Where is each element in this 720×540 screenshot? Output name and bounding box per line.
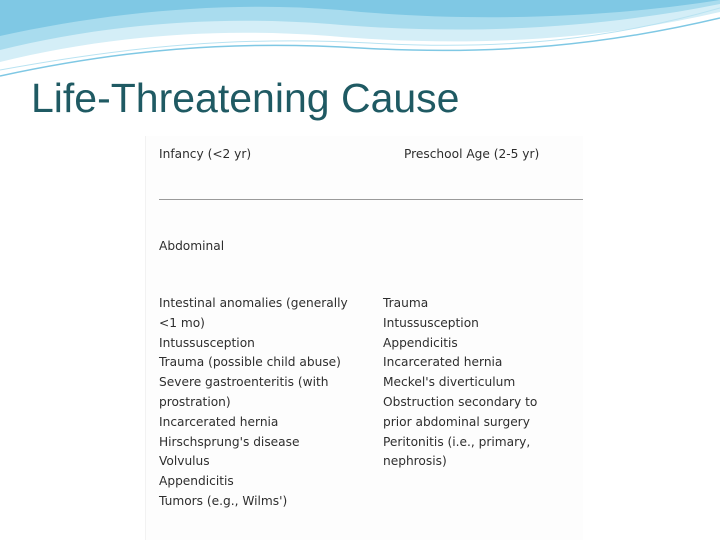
list-item: Intussusception xyxy=(159,335,255,350)
list-item: prior abdominal surgery xyxy=(383,414,530,429)
list-item: Severe gastroenteritis (with xyxy=(159,375,329,390)
column-header-infancy: Infancy (<2 yr) xyxy=(159,147,252,161)
slide-title: Life-Threatening Cause xyxy=(31,75,460,121)
list-item: Appendicitis xyxy=(383,335,458,350)
list-item: Obstruction secondary to xyxy=(383,394,538,409)
list-item: Intestinal anomalies (generally xyxy=(159,296,348,310)
list-item: Incarcerated hernia xyxy=(383,355,503,370)
table-image xyxy=(145,136,583,540)
list-item: Trauma xyxy=(383,296,429,310)
list-item: Hirschsprung's disease xyxy=(159,434,300,449)
header-divider xyxy=(159,199,583,200)
list-item: Tumors (e.g., Wilms') xyxy=(159,493,288,508)
list-item: Meckel's diverticulum xyxy=(383,375,516,390)
preschool-causes-list xyxy=(383,294,537,472)
list-item: Trauma (possible child abuse) xyxy=(159,355,341,370)
list-item: Peritonitis (i.e., primary, xyxy=(383,434,531,449)
list-item: Volvulus xyxy=(159,454,210,469)
list-item: prostration) xyxy=(159,394,231,409)
section-label: Abdominal xyxy=(159,239,225,253)
list-item: Incarcerated hernia xyxy=(159,414,279,429)
list-item: nephrosis) xyxy=(383,454,447,469)
infancy-causes-list xyxy=(159,294,348,512)
column-header-preschool: Preschool Age (2-5 yr) xyxy=(404,147,540,161)
list-item: Appendicitis xyxy=(159,474,234,489)
list-item: Intussusception xyxy=(383,315,479,330)
list-item: <1 mo) xyxy=(159,315,205,330)
